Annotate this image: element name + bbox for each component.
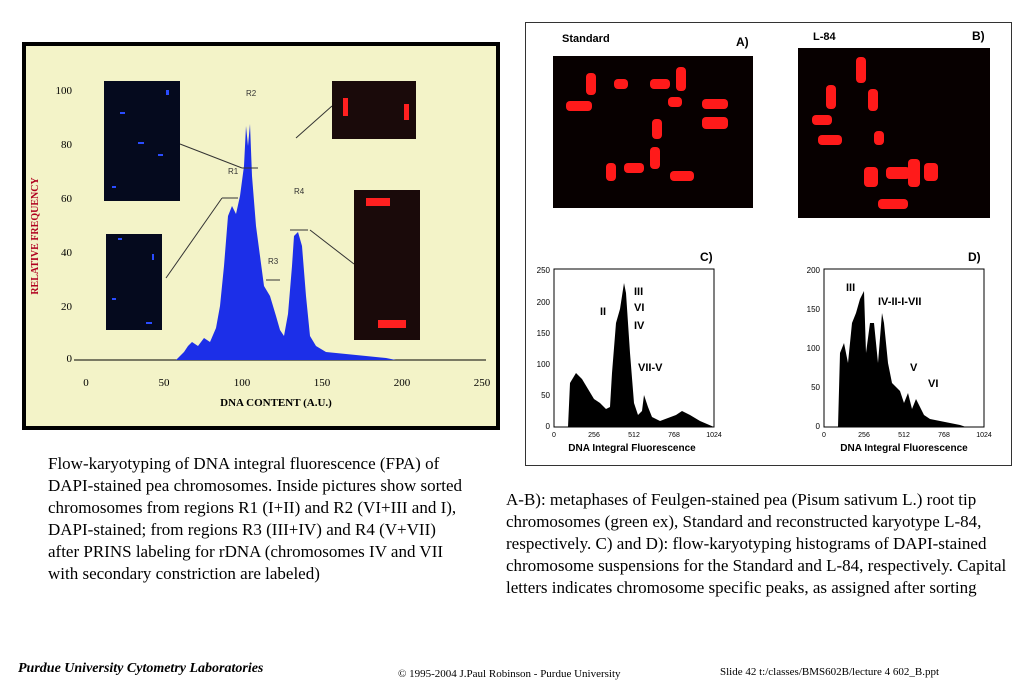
panel-b-metaphase-image xyxy=(798,48,990,218)
d-y-tick-label: 50 xyxy=(811,383,820,392)
x-tick-label: 150 xyxy=(313,377,331,389)
d-x-tick-label: 0 xyxy=(822,432,826,439)
d-peak-label: V xyxy=(910,362,918,374)
d-x-tick-label: 256 xyxy=(858,432,870,439)
c-x-tick-label: 768 xyxy=(668,432,680,439)
footer-copyright: © 1995-2004 J.Paul Robinson - Purdue University xyxy=(398,668,621,680)
panel-b-letter: B) xyxy=(972,29,985,43)
inset-r4-prins xyxy=(354,190,420,340)
x-tick-label: 250 xyxy=(473,377,491,389)
d-y-tick-label: 150 xyxy=(806,305,820,314)
connector-line xyxy=(180,144,242,168)
c-y-tick-label: 0 xyxy=(545,422,550,431)
left-figure xyxy=(22,42,500,430)
d-peak-label: III xyxy=(846,282,856,294)
d-y-tick-label: 200 xyxy=(806,266,820,275)
c-peak-label: VII-V xyxy=(638,362,663,374)
d-y-tick-label: 0 xyxy=(815,422,820,431)
c-y-tick-label: 150 xyxy=(536,329,550,338)
c-peak-label: IV xyxy=(634,320,645,332)
y-tick-label: 100 xyxy=(55,85,72,97)
y-tick-label: 60 xyxy=(61,193,72,205)
x-axis-label: DNA CONTENT (A.U.) xyxy=(220,397,332,409)
connector-line xyxy=(310,230,354,264)
region-label: R2 xyxy=(246,89,257,98)
y-tick-label: 40 xyxy=(61,247,72,259)
d-peak-label: IV-II-I-VII xyxy=(878,296,922,308)
c-y-tick-label: 250 xyxy=(536,266,550,275)
y-axis-label: RELATIVE FREQUENCY xyxy=(30,177,41,295)
region-label: R4 xyxy=(294,187,305,196)
y-tick-label: 0 xyxy=(66,353,72,365)
d-x-tick-label: 768 xyxy=(938,432,950,439)
c-x-tick-label: 256 xyxy=(588,432,600,439)
panel-c-letter: C) xyxy=(700,250,713,264)
d-peak-label: VI xyxy=(928,378,939,390)
inset-r1-dapi xyxy=(104,81,180,201)
c-y-tick-label: 200 xyxy=(536,298,550,307)
c-x-axis-label: DNA Integral Fluorescence xyxy=(568,443,696,454)
x-tick-label: 200 xyxy=(393,377,411,389)
c-x-tick-label: 512 xyxy=(628,432,640,439)
panel-a-title: Standard xyxy=(562,33,610,45)
footer-slide-info: Slide 42 t:/classes/BMS602B/lecture 4 602_B.ppt xyxy=(720,666,940,678)
y-tick-label: 20 xyxy=(61,301,72,313)
d-histogram-area xyxy=(838,291,966,427)
d-x-axis-label: DNA Integral Fluorescence xyxy=(840,443,968,454)
c-peak-label: III xyxy=(634,286,644,298)
connector-line xyxy=(296,106,332,138)
panel-a-letter: A) xyxy=(736,35,749,49)
left-figure-panel xyxy=(26,46,496,426)
x-tick-label: 0 xyxy=(83,377,89,389)
x-tick-label: 100 xyxy=(233,377,251,389)
c-x-tick-label: 0 xyxy=(552,432,556,439)
panel-b-title: L-84 xyxy=(813,31,836,43)
y-tick-label: 80 xyxy=(61,139,72,151)
region-label: R1 xyxy=(228,167,239,176)
d-x-tick-label: 1024 xyxy=(976,432,992,439)
right-figure-caption: A-B): metaphases of Feulgen-stained pea (Pisum sativum L.) root tip chromosomes (green ex), Standard and reconstructed karyotype L-84, respectively. C) and D): flow-karyotyping histograms of DAPI-stained chromosome suspensions for the Standard and L-84, respectively. Capital letters indicates chromosome specific peaks, as assigned after sorting xyxy=(506,490,1007,597)
c-peak-label: VI xyxy=(634,302,645,314)
x-tick-label: 50 xyxy=(158,377,170,389)
footer-lab-name: Purdue University Cytometry Laboratories xyxy=(18,661,264,676)
d-y-tick-label: 100 xyxy=(806,344,820,353)
inset-r2-dapi xyxy=(106,234,162,330)
c-y-tick-label: 100 xyxy=(536,360,550,369)
panel-d-letter: D) xyxy=(968,250,981,264)
dna-content-histogram xyxy=(26,46,496,426)
c-peak-label: II xyxy=(600,306,607,318)
c-y-tick-label: 50 xyxy=(541,391,550,400)
c-x-tick-label: 1024 xyxy=(706,432,722,439)
region-label: R3 xyxy=(268,257,279,266)
left-figure-caption: Flow-karyotyping of DNA integral fluorescence (FPA) of DAPI-stained pea chromosomes. Inside pictures show sorted chromosomes from regions R1 (I+II) and R2 (VI+III and I), DAPI-stained; from regions R3 (III+IV) and R4 (V+VII) after PRINS labeling for rDNA (chromosomes IV and VII with secondary constriction are labeled) xyxy=(48,454,463,583)
right-figure-svg xyxy=(526,23,1011,465)
d-x-tick-label: 512 xyxy=(898,432,910,439)
right-figure xyxy=(525,22,1012,466)
connector-line xyxy=(166,198,222,278)
